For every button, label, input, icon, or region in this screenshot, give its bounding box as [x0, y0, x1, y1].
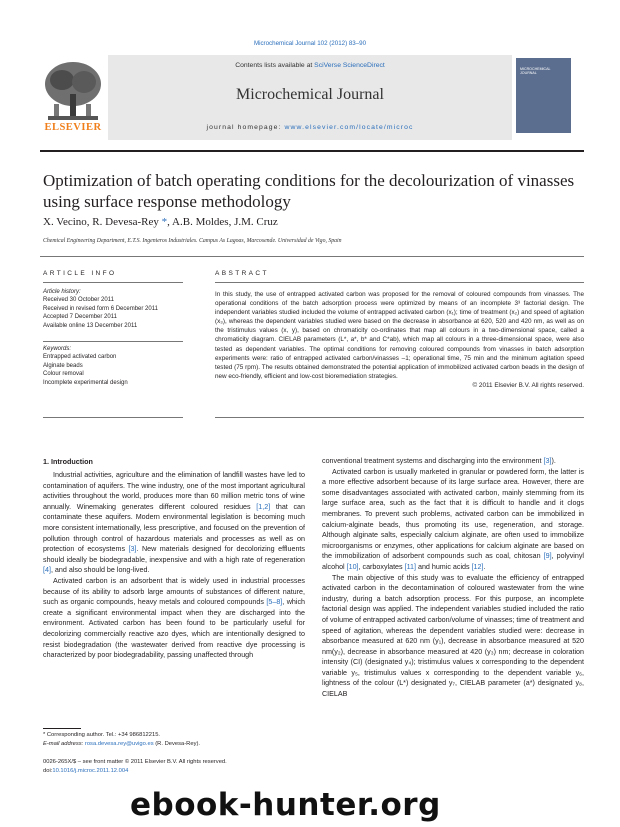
- header-divider: [40, 150, 584, 152]
- text-run: Activated carbon is an adsorbent that is widely used in industrial processes because of its ability to adsorb large amounts of substances of different nature, such as organic compounds, heavy metals and coloured compounds: [43, 576, 305, 607]
- paragraph: [322, 573, 584, 700]
- authors-first: X. Vecino, R. Devesa-Rey: [43, 216, 162, 228]
- text-run: The main objective of this study was to evaluate the efficiency of entrapped activated carbon in the decontamination of coloured wastewater from the wine industry, during a batch adsorption process. For this purpose, an incomplete factorial design was applied. The independent variables studied included the ratio of volume of entrapped activated carbon/volume of vinasses; time of treatment and speed of agitation, whereas the dependent variables studied were: decrease in absorbance measured at 620 nm (y₁), decrease in absorbance measured at 520 nm(y₂), decrease in absorbance measured at 420 (y₃) nm; decrease in coloration intensity (CI) (designated y₄); tristimulus values x corresponding to the dependent variable y₅, tristimulus values x corresponding to the dependent variable y₆, lightness of the colour (L*) designated y₇, CIELAB parameter (a*) designated y₈, CIELAB: [322, 573, 584, 699]
- history-item: Accepted 7 December 2011: [43, 314, 117, 321]
- abstract-heading: ABSTRACT: [215, 270, 269, 277]
- issn-line: 0026-265X/$ – see front matter © 2011 Elsevier B.V. All rights reserved.: [43, 759, 227, 765]
- abstract-copyright: © 2011 Elsevier B.V. All rights reserved.: [472, 381, 584, 389]
- citation-link[interactable]: [3]: [543, 457, 552, 465]
- keywords: [43, 345, 193, 387]
- article-history: [43, 288, 193, 330]
- paragraph: [43, 470, 305, 576]
- abstract-body: [215, 290, 584, 390]
- history-label: Article history:: [43, 289, 81, 295]
- text-run: , and also should be long-lived.: [50, 566, 150, 575]
- citation-link[interactable]: [11]: [404, 562, 416, 571]
- paragraph: [322, 456, 584, 467]
- cover-title: MICROCHEMICAL JOURNAL: [520, 67, 551, 75]
- contents-line: [108, 62, 512, 69]
- text-run: ).: [551, 457, 556, 465]
- keyword-item: Incomplete experimental design: [43, 379, 128, 386]
- article-info-heading: ARTICLE INFO: [43, 270, 117, 277]
- corresponding-author-footnote: [43, 731, 305, 748]
- article-info-rule: [43, 282, 183, 283]
- journal-title: Microchemical Journal: [236, 86, 384, 103]
- footnote-rule: [43, 728, 81, 729]
- paragraph: [322, 467, 584, 573]
- elsevier-wordmark: ELSEVIER: [44, 122, 102, 133]
- journal-reference[interactable]: Microchemical Journal 102 (2012) 83–90: [253, 40, 367, 47]
- citation-link[interactable]: [3]: [128, 545, 137, 554]
- left-column: [43, 470, 305, 661]
- watermark: ebook-hunter.org: [130, 787, 441, 823]
- citation-link[interactable]: [1,2]: [256, 502, 271, 511]
- history-item: Received 30 October 2011: [43, 297, 114, 304]
- text-run: .: [483, 562, 486, 571]
- article-title: Optimization of batch operating conditions for the decolourization of vinasses using surface response methodology: [43, 171, 575, 211]
- keyword-item: Entrapped activated carbon: [43, 354, 117, 361]
- sciencedirect-link[interactable]: SciVerse ScienceDirect: [314, 62, 385, 69]
- journal-homepage: [108, 124, 512, 131]
- email-suffix: (R. Devesa-Rey).: [153, 740, 201, 747]
- text-run: Industrial activities, agriculture and the elimination of landfill wastes have led to contamination of aquifers. The wine industry, one of the most important agricultural activities throughout the world, produces more than 60 million metric tons of wine annually. Winemaking generates different coloured residues: [43, 471, 305, 511]
- citation-link[interactable]: [10]: [346, 562, 359, 571]
- text-run: and humic acids: [415, 562, 472, 571]
- author-list: [43, 216, 278, 228]
- homepage-prefix: journal homepage:: [206, 124, 285, 131]
- abstract-rule: [215, 282, 584, 283]
- email-label: E-mail address:: [43, 740, 85, 747]
- citation-link[interactable]: [12]: [471, 562, 484, 571]
- keywords-rule: [43, 341, 183, 342]
- authors-rest: , A.B. Moldes, J.M. Cruz: [167, 216, 278, 228]
- footnote-phone: * Corresponding author. Tel.: +34 986812215.: [43, 732, 161, 738]
- doi-link[interactable]: 10.1016/j.microc.2011.12.004: [52, 767, 129, 774]
- text-run: that can contaminate these aquifers. Modern environmental legislation is becoming much more consistent internationally, less prescriptive, and focused on the prevention of pollution through control of hazardous materials and processes as well as on protection of ecosystems: [43, 502, 305, 554]
- history-item: Available online 13 December 2011: [43, 322, 138, 329]
- affiliation: Chemical Engineering Department, E.T.S. Ingenieros Industriales. Campus As Lagoas, Marcosende. Universidad de Vigo, Spain: [43, 238, 342, 244]
- keyword-item: Alginate beads: [43, 362, 83, 369]
- right-column: [322, 456, 584, 700]
- authors-divider: [40, 256, 584, 257]
- footnote-email-line: [43, 740, 305, 749]
- text-run: , which create a significant environmental impact when they are discharged into the environment. Activated carbon has been found to be particularly useful for decolorizing commercially reactive azo dyes, which are intentionally designed to resist biodegradation (the wastewater derived from reactive dye processing is characterized by poor biodegradability, passing unaffected through: [43, 598, 305, 660]
- text-run: , polyvinyl alcohol: [322, 552, 584, 571]
- citation-link[interactable]: [5–8]: [266, 598, 283, 607]
- abstract-text: In this study, the use of entrapped activated carbon was proposed for the removal of coloured compounds from vinasses. The operational conditions of the batch adsorption process were optimized by means of an incomplete 3³ factorial design. The independent variables studied included the volume of entrapped activated carbon (x₁); time of treatment (x₂) and speed of agitation (x₃), whereas the dependent variables studied were based on the decrease in absorbance at 620, 520 and 420 nm, as well as on the tristimulus values (x, y), based on chromaticity co-ordinates that map all colours in a two-dimensional space, called a chromaticity diagram. CIELAB parameters (L*, a*, b* and C*ab), which map all colours in a three-dimensional space, were also tested as dependent variables. The optimal conditions for removing coloured compounds from vinasses in batch adsorption experiments were: ratio of entrapped activated carbon/vinasses –1; operational time, 75 min and the minimum agitation speed tested (75 rpm). The results obtained demonstrated the potential application of immobilized activated carbon beads in the design of new eco-friendly, efficient and low-cost bioremediation strategies.: [215, 291, 584, 380]
- citation-link[interactable]: [9]: [543, 552, 552, 561]
- history-item: Received in revised form 6 December 2011: [43, 305, 158, 312]
- text-run: . New materials designed for decolorizing effluents should ideally be biodegradable, inexpensive and with a high rate of regeneration: [43, 545, 305, 564]
- doi-label: doi:: [43, 767, 53, 774]
- citation-link[interactable]: [4]: [43, 566, 51, 575]
- introduction-heading: 1. Introduction: [43, 457, 93, 466]
- keywords-label: Keywords:: [43, 346, 72, 352]
- text-run: Activated carbon is usually marketed in granular or powdered form, the latter is a more effective adsorbent because of its large surface area. However, there are some disadvantages associated with activated carbon, mainly stemming from its large surface area, such as the fact that it is difficult to handle and it clogs membranes. To prevent such problems, activated carbon can be immobilized in calcium-alginate beads, thus promoting its use, regeneration, and storage. Although alginate salts, especially calcium alginate, are often used to immobilize microorganisms or enzymes, other applications for calcium alginate are based on the immobilization of adsorbent compounds such as coal, chitosan: [322, 467, 584, 561]
- paragraph: [43, 576, 305, 661]
- issn-block: [43, 758, 305, 775]
- contents-prefix: Contents lists available at: [235, 62, 315, 69]
- corresponding-author-mark[interactable]: *: [161, 216, 168, 228]
- keyword-item: Colour removal: [43, 371, 84, 378]
- text-run: , carboxylates: [358, 562, 405, 571]
- author-email-link[interactable]: rosa.devesa.rey@uvigo.es: [84, 740, 154, 747]
- doi-line: [43, 767, 305, 776]
- text-run: conventional treatment systems and discharging into the environment: [322, 457, 544, 465]
- abstract-bottom-rule: [215, 417, 584, 418]
- article-info-bottom-rule: [43, 417, 183, 418]
- homepage-url[interactable]: www.elsevier.com/locate/microc: [284, 124, 414, 131]
